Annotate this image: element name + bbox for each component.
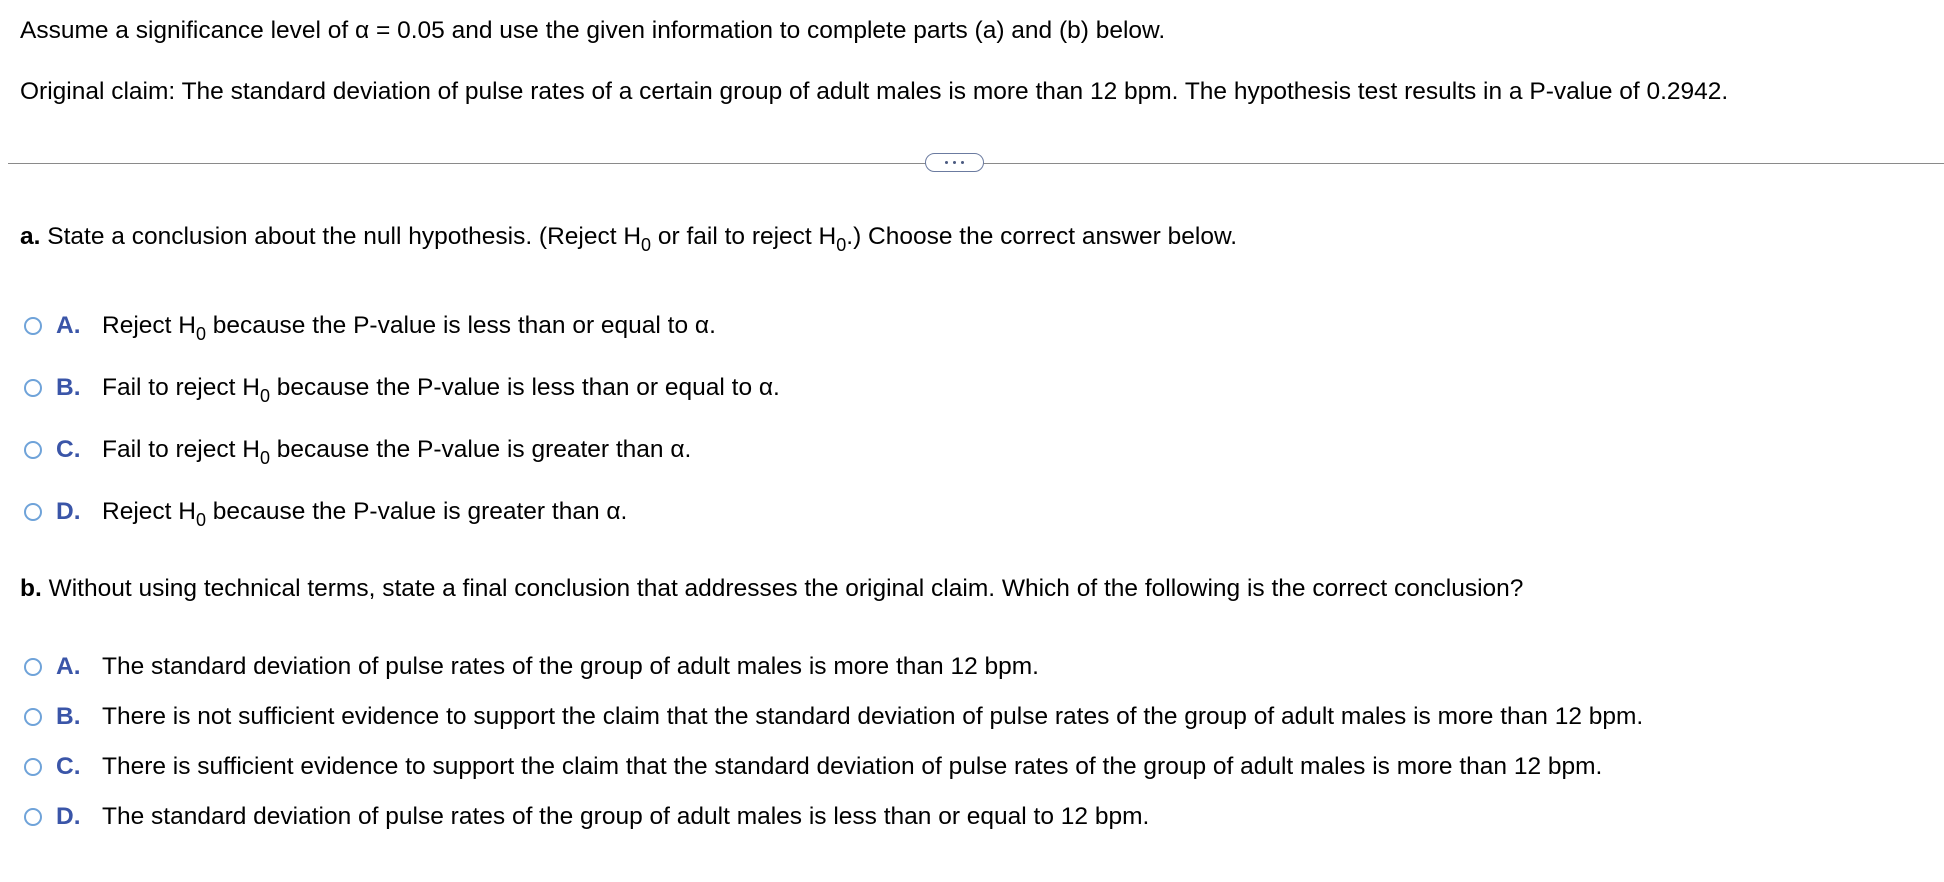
part-a-option-d[interactable] xyxy=(24,496,627,528)
option-text: Reject $H_0$ because the P-value is greater than α. xyxy=(102,498,628,530)
part-a-label: a. xyxy=(20,223,41,250)
part-a-prompt-pre: State a conclusion about the null hypothesis. (Reject H xyxy=(47,223,642,250)
option-text: The standard deviation of pulse rates of the group of adult males is more than 12 bpm. xyxy=(102,653,1039,680)
part-b-option-b[interactable] xyxy=(24,701,1643,733)
option-text: There is not sufficient evidence to support the claim that the standard deviation of pulse rates of the group of adult males is more than 12 bpm. xyxy=(102,703,1644,730)
part-b-prompt-text: Without using technical terms, state a final conclusion that addresses the original claim. Which of the following is the correct conclusion? xyxy=(48,575,1524,602)
radio-button[interactable] xyxy=(24,808,42,826)
radio-button[interactable] xyxy=(24,441,42,459)
part-b-label: b. xyxy=(20,575,42,602)
radio-button[interactable] xyxy=(24,317,42,335)
part-b-option-d[interactable] xyxy=(24,801,1149,833)
option-letter: D. xyxy=(56,498,81,525)
subscript-zero: 0 xyxy=(641,235,652,255)
subscript-zero: 0 xyxy=(836,235,847,255)
radio-button[interactable] xyxy=(24,503,42,521)
option-text: The standard deviation of pulse rates of the group of adult males is less than or equal to 12 bpm. xyxy=(102,803,1150,830)
option-text: Fail to reject $H_0$ because the P-value is less than or equal to α. xyxy=(102,374,780,406)
option-letter: B. xyxy=(56,374,81,401)
part-a-option-a[interactable] xyxy=(24,310,716,342)
option-text: Reject $H_0$ because the P-value is less than or equal to α. xyxy=(102,312,716,344)
option-text: Fail to reject $H_0$ because the P-value is greater than α. xyxy=(102,436,692,468)
radio-button[interactable] xyxy=(24,758,42,776)
part-a-option-b[interactable] xyxy=(24,372,780,404)
part-a-prompt xyxy=(20,221,1237,254)
option-letter: A. xyxy=(56,312,81,339)
ellipsis-dot-icon xyxy=(961,161,964,164)
radio-button[interactable] xyxy=(24,379,42,397)
ellipsis-dot-icon xyxy=(945,161,948,164)
radio-button[interactable] xyxy=(24,658,42,676)
option-text: There is sufficient evidence to support the claim that the standard deviation of pulse rates of the group of adult males is more than 12 bpm. xyxy=(102,753,1603,780)
original-claim-text: Original claim: The standard deviation of pulse rates of a certain group of adult males is more than 12 bpm. The hypothesis test results in a P-value of 0.2942. xyxy=(20,78,1729,105)
part-a-prompt-mid: or fail to reject H xyxy=(651,223,837,250)
option-letter: A. xyxy=(56,653,81,680)
part-a-prompt-post: .) Choose the correct answer below. xyxy=(846,223,1238,250)
part-a-option-c[interactable] xyxy=(24,434,691,466)
option-letter: C. xyxy=(56,436,81,463)
part-b-prompt xyxy=(20,573,1523,605)
option-letter: D. xyxy=(56,803,81,830)
part-b-option-c[interactable] xyxy=(24,751,1602,783)
ellipsis-dot-icon xyxy=(953,161,956,164)
option-letter: B. xyxy=(56,703,81,730)
more-options-button[interactable] xyxy=(925,153,984,172)
part-b-option-a[interactable] xyxy=(24,651,1039,683)
instruction-text: Assume a significance level of α = 0.05 and use the given information to complete parts (a) and (b) below. xyxy=(20,17,1166,44)
radio-button[interactable] xyxy=(24,708,42,726)
option-letter: C. xyxy=(56,753,81,780)
